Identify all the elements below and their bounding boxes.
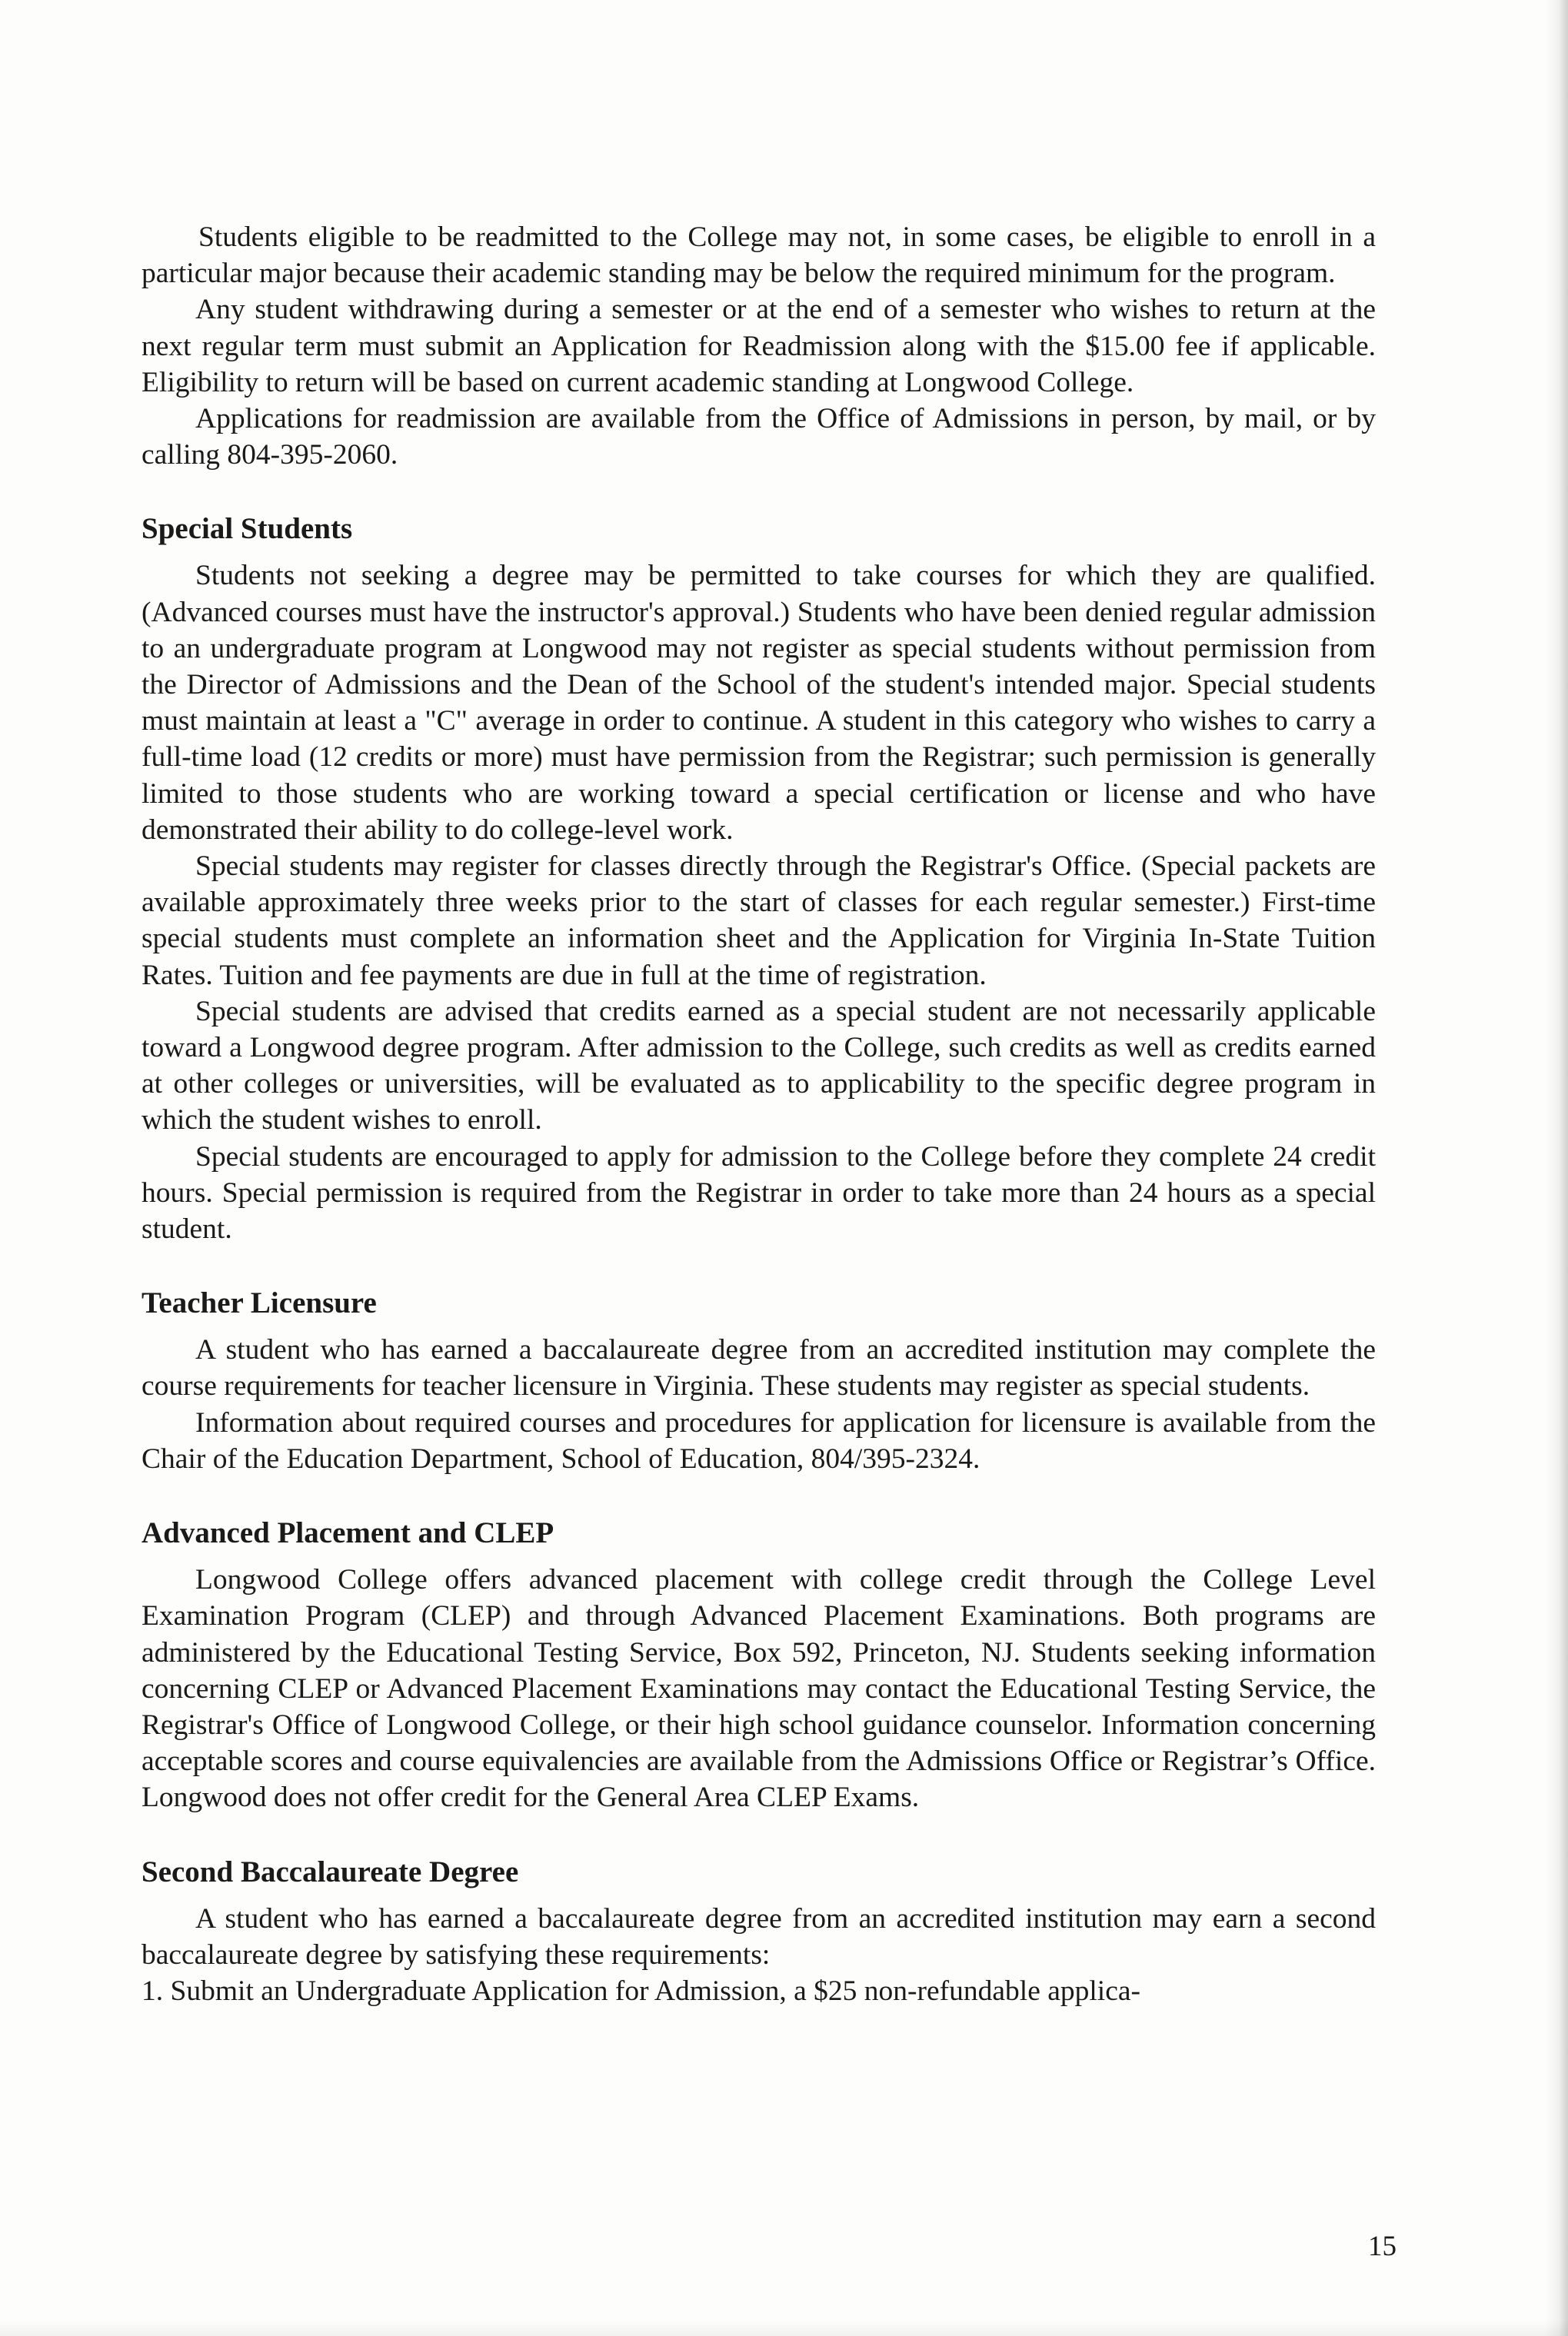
body-paragraph: Students not seeking a degree may be permitted to take courses for which they are qualified. (Advanced courses must have the instructor's approval.) Students who have been denied regular admission to an undergraduate program at Longwood may not register as special students without permission from the Director of Admissions and the Dean of the School of the student's intended major. Special students must maintain at least a "C" average in order to continue. A student in this category who wishes to carry a full-time load (12 credits or more) must have permission from the Registrar; such permission is generally limited to those students who are working toward a special certification or license and who have demonstrated their ability to do college-level work.	[141, 560, 1376, 846]
body-paragraph: A student who has earned a baccalaureate degree from an accredited institution may earn a second baccalaureate degree by satisfying these requirements:	[141, 1902, 1376, 1971]
body-paragraph: A student who has earned a baccalaureate degree from an accredited institution may complete the course requirements for teacher licensure in Virginia. These students may register as special students.	[141, 1334, 1376, 1403]
section-second-baccalaureate	[141, 1853, 1376, 2010]
scan-bottom-shadow	[0, 2321, 1568, 2336]
body-paragraph: Special students are encouraged to apply for admission to the College before they complete 24 credit hours. Special permission is required from the Registrar in order to take more than 24 hours as a special student.	[141, 1140, 1376, 1246]
section-advanced-placement	[141, 1514, 1376, 1815]
requirement-list-item: 1. Submit an Undergraduate Application for Admission, a $25 non-refundable applica-	[141, 1975, 1141, 2007]
page-content	[141, 219, 1376, 2009]
body-paragraph: Applications for readmission are available from the Office of Admissions in person, by mail, or by calling 804-395-2060.	[141, 403, 1376, 471]
intro-block	[141, 219, 1376, 473]
body-paragraph: Information about required courses and procedures for application for licensure is available from the Chair of the Education Department, School of Education, 804/395-2324.	[141, 1406, 1376, 1475]
scan-edge-shadow	[1545, 0, 1568, 2336]
section-heading: Advanced Placement and CLEP	[141, 1516, 554, 1550]
body-paragraph: Longwood College offers advanced placement with college credit through the College Level Examination Program (CLEP) and through Advanced Placement Examinations. Both programs are administered by the Educational Testing Service, Box 592, Princeton, NJ. Students seeking information concerning CLEP or Advanced Placement Examinations may contact the Educational Testing Service, the Registrar's Office of Longwood College, or their high school guidance counselor. Information concerning acceptable scores and course equivalencies are available from the Admissions Office or Registrar’s Office. Longwood does not offer credit for the General Area CLEP Exams.	[141, 1564, 1376, 1814]
section-teacher-licensure	[141, 1284, 1376, 1477]
page-number: 15	[1368, 2231, 1397, 2262]
section-special-students	[141, 510, 1376, 1247]
section-heading: Special Students	[141, 512, 353, 546]
section-heading: Second Baccalaureate Degree	[141, 1855, 519, 1888]
body-paragraph: Students eligible to be readmitted to the College may not, in some cases, be eligible to enroll in a particular major because their academic standing may be below the required minimum for the program.	[141, 221, 1376, 290]
body-paragraph: Special students may register for classes directly through the Registrar's Office. (Special packets are available approximately three weeks prior to the start of classes for each regular semester.) First-time special students must complete an information sheet and the Application for Virginia In-State Tuition Rates. Tuition and fee payments are due in full at the time of registration.	[141, 850, 1376, 991]
section-heading: Teacher Licensure	[141, 1286, 377, 1320]
body-paragraph: Special students are advised that credits earned as a special student are not necessarily applicable toward a Longwood degree program. After admission to the College, such credits as well as credits earned at other colleges or universities, will be evaluated as to applicability to the specific degree program in which the student wishes to enroll.	[141, 995, 1376, 1136]
body-paragraph: Any student withdrawing during a semester or at the end of a semester who wishes to return at the next regular term must submit an Application for Readmission along with the $15.00 fee if applicable. Eligibility to return will be based on current academic standing at Longwood College.	[141, 294, 1376, 398]
